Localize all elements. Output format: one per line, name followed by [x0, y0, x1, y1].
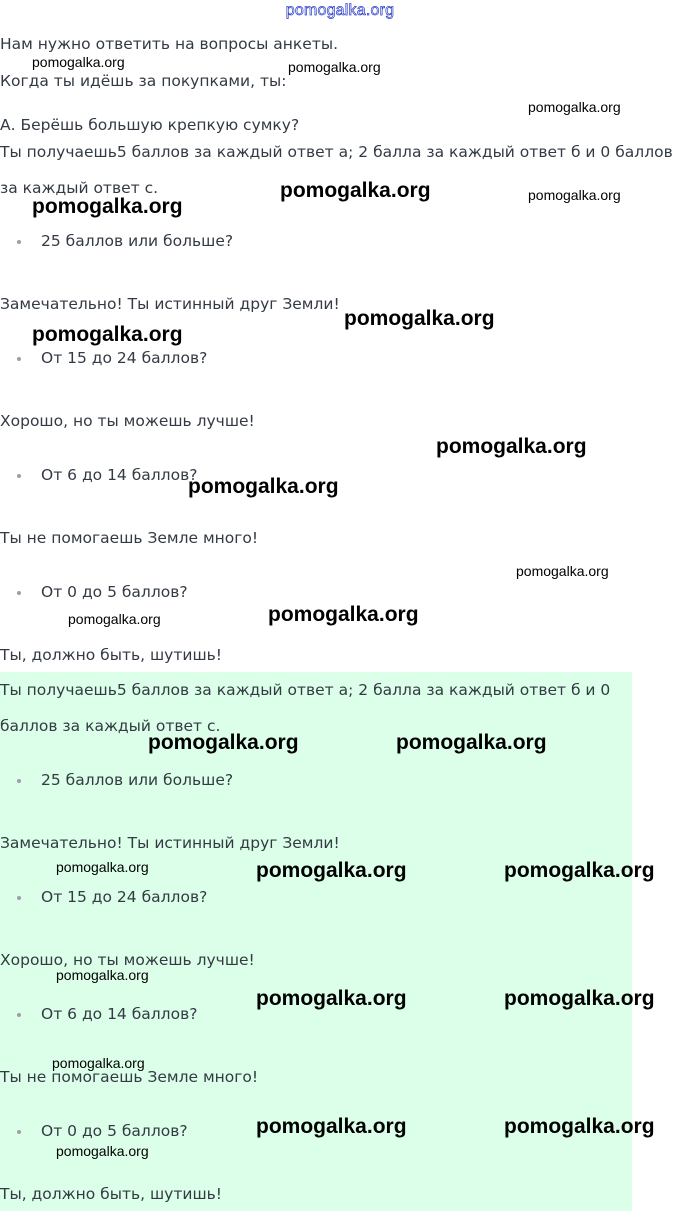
watermark: pomogalka.org — [256, 859, 407, 882]
score-range: От 0 до 5 баллов? — [41, 1122, 188, 1140]
question-scoring-line-1: Ты получаешь5 баллов за каждый ответ а; 2 балла за каждый ответ б и 0 баллов — [0, 143, 673, 161]
site-link[interactable]: pomogalka.org — [285, 2, 395, 19]
answer-scoring-line-2: баллов за каждый ответ с. — [0, 717, 221, 735]
score-result: Ты, должно быть, шутишь! — [0, 1185, 222, 1203]
score-range: От 15 до 24 баллов? — [41, 888, 208, 906]
question-scoring-line-2: за каждый ответ с. — [0, 179, 159, 197]
bullet-icon — [17, 240, 21, 244]
answer-scoring-line-1: Ты получаешь5 баллов за каждый ответ а; 2 балла за каждый ответ б и 0 — [0, 681, 611, 699]
watermark: pomogalka.org — [268, 603, 419, 626]
score-range: 25 баллов или больше? — [41, 771, 234, 789]
watermark: pomogalka.org — [516, 563, 609, 579]
bullet-icon — [17, 779, 21, 783]
score-range: От 0 до 5 баллов? — [41, 583, 188, 601]
watermark: pomogalka.org — [188, 475, 339, 498]
score-range: От 6 до 14 баллов? — [41, 1005, 198, 1023]
bullet-icon — [17, 591, 21, 595]
watermark: pomogalka.org — [56, 967, 149, 983]
watermark: pomogalka.org — [52, 1055, 145, 1071]
intro-line-3: А. Берёшь большую крепкую сумку? — [0, 116, 300, 134]
score-result: Замечательно! Ты истинный друг Земли! — [0, 834, 340, 852]
watermark: pomogalka.org — [56, 859, 149, 875]
bullet-icon — [17, 1130, 21, 1134]
watermark: pomogalka.org — [504, 859, 655, 882]
watermark: pomogalka.org — [148, 731, 299, 754]
score-result: Ты не помогаешь Земле много! — [0, 1068, 259, 1086]
score-range: От 6 до 14 баллов? — [41, 466, 198, 484]
watermark: pomogalka.org — [436, 435, 587, 458]
watermark: pomogalka.org — [288, 59, 381, 75]
watermark: pomogalka.org — [344, 307, 495, 330]
bullet-icon — [17, 896, 21, 900]
watermark: pomogalka.org — [504, 987, 655, 1010]
watermark: pomogalka.org — [256, 987, 407, 1010]
score-range: 25 баллов или больше? — [41, 232, 234, 250]
watermark: pomogalka.org — [32, 54, 125, 70]
watermark: pomogalka.org — [528, 99, 621, 115]
watermark: pomogalka.org — [528, 187, 621, 203]
watermark: pomogalka.org — [56, 1143, 149, 1159]
score-result: Ты, должно быть, шутишь! — [0, 646, 222, 664]
watermark: pomogalka.org — [256, 1115, 407, 1138]
score-result: Замечательно! Ты истинный друг Земли! — [0, 295, 340, 313]
bullet-icon — [17, 1013, 21, 1017]
score-range: От 15 до 24 баллов? — [41, 349, 208, 367]
score-result: Хорошо, но ты можешь лучше! — [0, 412, 255, 430]
watermark: pomogalka.org — [32, 323, 183, 346]
score-result: Ты не помогаешь Земле много! — [0, 529, 259, 547]
watermark: pomogalka.org — [396, 731, 547, 754]
intro-line-1: Нам нужно ответить на вопросы анкеты. — [0, 35, 339, 53]
score-result: Хорошо, но ты можешь лучше! — [0, 951, 255, 969]
watermark: pomogalka.org — [504, 1115, 655, 1138]
watermark: pomogalka.org — [68, 611, 161, 627]
watermark: pomogalka.org — [280, 179, 431, 202]
bullet-icon — [17, 357, 21, 361]
intro-line-2: Когда ты идёшь за покупками, ты: — [0, 72, 287, 90]
watermark: pomogalka.org — [32, 195, 183, 218]
bullet-icon — [17, 474, 21, 478]
